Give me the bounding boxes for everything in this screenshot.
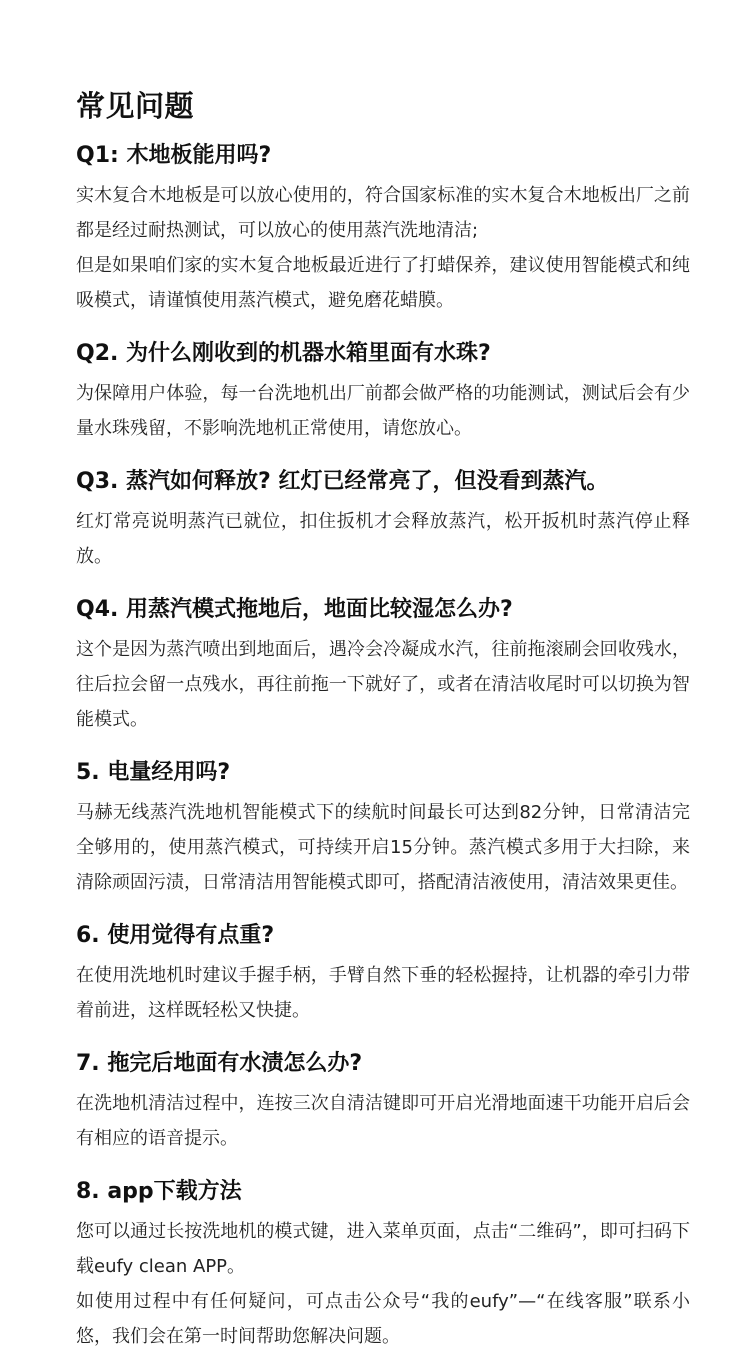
faq-answer: 但是如果咱们家的实木复合地板最近进行了打蜡保养，建议使用智能模式和纯吸模式，请谨慎使用蒸汽模式，避免磨花蜡膜。: [76, 255, 690, 311]
faq-item-6: [76, 920, 690, 1028]
faq-item-4: [76, 594, 690, 737]
faq-item-5: [76, 757, 690, 900]
faq-question: Q1: 木地板能用吗?: [76, 143, 272, 168]
faq-answer: 这个是因为蒸汽喷出到地面后，遇冷会冷凝成水汽，往前拖滚刷会回收残水，往后拉会留一点残水，再往前拖一下就好了，或者在清洁收尾时可以切换为智能模式。: [76, 639, 690, 730]
faq-answer: 在使用洗地机时建议手握手柄，手臂自然下垂的轻松握持，让机器的牵引力带着前进，这样既轻松又快捷。: [76, 965, 690, 1021]
faq-question: 6. 使用觉得有点重?: [76, 923, 275, 948]
faq-answer: 如使用过程中有任何疑问，可点击公众号“我的eufy”—“在线客服”联系小悠，我们会在第一时间帮助您解决问题。: [76, 1291, 690, 1347]
faq-answer: 红灯常亮说明蒸汽已就位，扣住扳机才会释放蒸汽，松开扳机时蒸汽停止释放。: [76, 511, 690, 567]
faq-question: Q4. 用蒸汽模式拖地后，地面比较湿怎么办?: [76, 597, 513, 622]
faq-question: Q2. 为什么刚收到的机器水箱里面有水珠?: [76, 341, 491, 366]
faq-question: 7. 拖完后地面有水渍怎么办?: [76, 1051, 363, 1076]
faq-answer: 为保障用户体验，每一台洗地机出厂前都会做严格的功能测试，测试后会有少量水珠残留，不影响洗地机正常使用，请您放心。: [76, 383, 690, 439]
faq-answer: 实木复合木地板是可以放心使用的，符合国家标准的实木复合木地板出厂之前都是经过耐热测试，可以放心的使用蒸汽洗地清洁;: [76, 185, 690, 241]
faq-item-1: [76, 140, 690, 318]
faq-question: 5. 电量经用吗?: [76, 760, 231, 785]
faq-item-2: [76, 338, 690, 446]
faq-item-3: [76, 466, 690, 574]
faq-question: 8. app下载方法: [76, 1179, 242, 1204]
faq-answer: 您可以通过长按洗地机的模式键，进入菜单页面，点击“二维码”，即可扫码下载eufy clean APP。: [76, 1221, 690, 1277]
faq-question: Q3. 蒸汽如何释放? 红灯已经常亮了，但没看到蒸汽。: [76, 469, 609, 494]
faq-answer: 马赫无线蒸汽洗地机智能模式下的续航时间最长可达到82分钟，日常清洁完全够用的，使用蒸汽模式，可持续开启15分钟。蒸汽模式多用于大扫除，来清除顽固污渍，日常清洁用智能模式即可，搭配清洁液使用，清洁效果更佳。: [76, 802, 690, 893]
faq-item-8: [76, 1176, 690, 1354]
faq-item-7: [76, 1048, 690, 1156]
page-title: 常见问题: [76, 89, 195, 123]
faq-answer: 在洗地机清洁过程中，连按三次自清洁键即可开启光滑地面速干功能开启后会有相应的语音提示。: [76, 1093, 690, 1149]
